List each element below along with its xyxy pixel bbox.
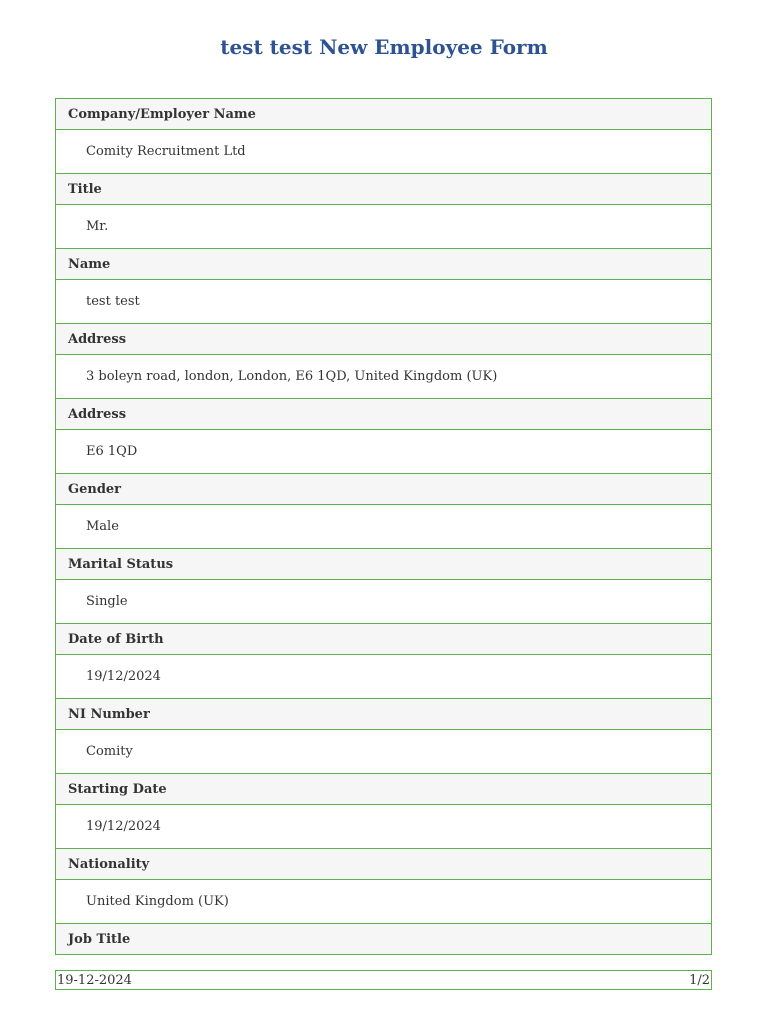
- field-label-starting-date: Starting Date: [56, 774, 711, 805]
- field-label-nationality: Nationality: [56, 849, 711, 880]
- field-value-nationality: United Kingdom (UK): [56, 880, 711, 924]
- footer-date: 19-12-2024: [57, 972, 132, 988]
- page-footer: [55, 970, 712, 990]
- footer-page-number: 1/2: [689, 972, 710, 988]
- field-label-marital-status: Marital Status: [56, 549, 711, 580]
- field-label-address-postcode: Address: [56, 399, 711, 430]
- field-label-date-of-birth: Date of Birth: [56, 624, 711, 655]
- field-label-ni-number: NI Number: [56, 699, 711, 730]
- field-value-company-employer-name: Comity Recruitment Ltd: [56, 130, 711, 174]
- field-value-date-of-birth: 19/12/2024: [56, 655, 711, 699]
- field-value-ni-number: Comity: [56, 730, 711, 774]
- field-label-name: Name: [56, 249, 711, 280]
- field-value-name: test test: [56, 280, 711, 324]
- field-value-address: 3 boleyn road, london, London, E6 1QD, United Kingdom (UK): [56, 355, 711, 399]
- field-label-gender: Gender: [56, 474, 711, 505]
- field-value-title: Mr.: [56, 205, 711, 249]
- field-value-starting-date: 19/12/2024: [56, 805, 711, 849]
- field-label-address: Address: [56, 324, 711, 355]
- field-label-company-employer-name: Company/Employer Name: [56, 99, 711, 130]
- field-label-job-title: Job Title: [56, 924, 711, 955]
- employee-form-table: [55, 98, 712, 955]
- field-label-title: Title: [56, 174, 711, 205]
- field-value-gender: Male: [56, 505, 711, 549]
- page-title: test test New Employee Form: [220, 35, 548, 59]
- field-value-marital-status: Single: [56, 580, 711, 624]
- field-value-address-postcode: E6 1QD: [56, 430, 711, 474]
